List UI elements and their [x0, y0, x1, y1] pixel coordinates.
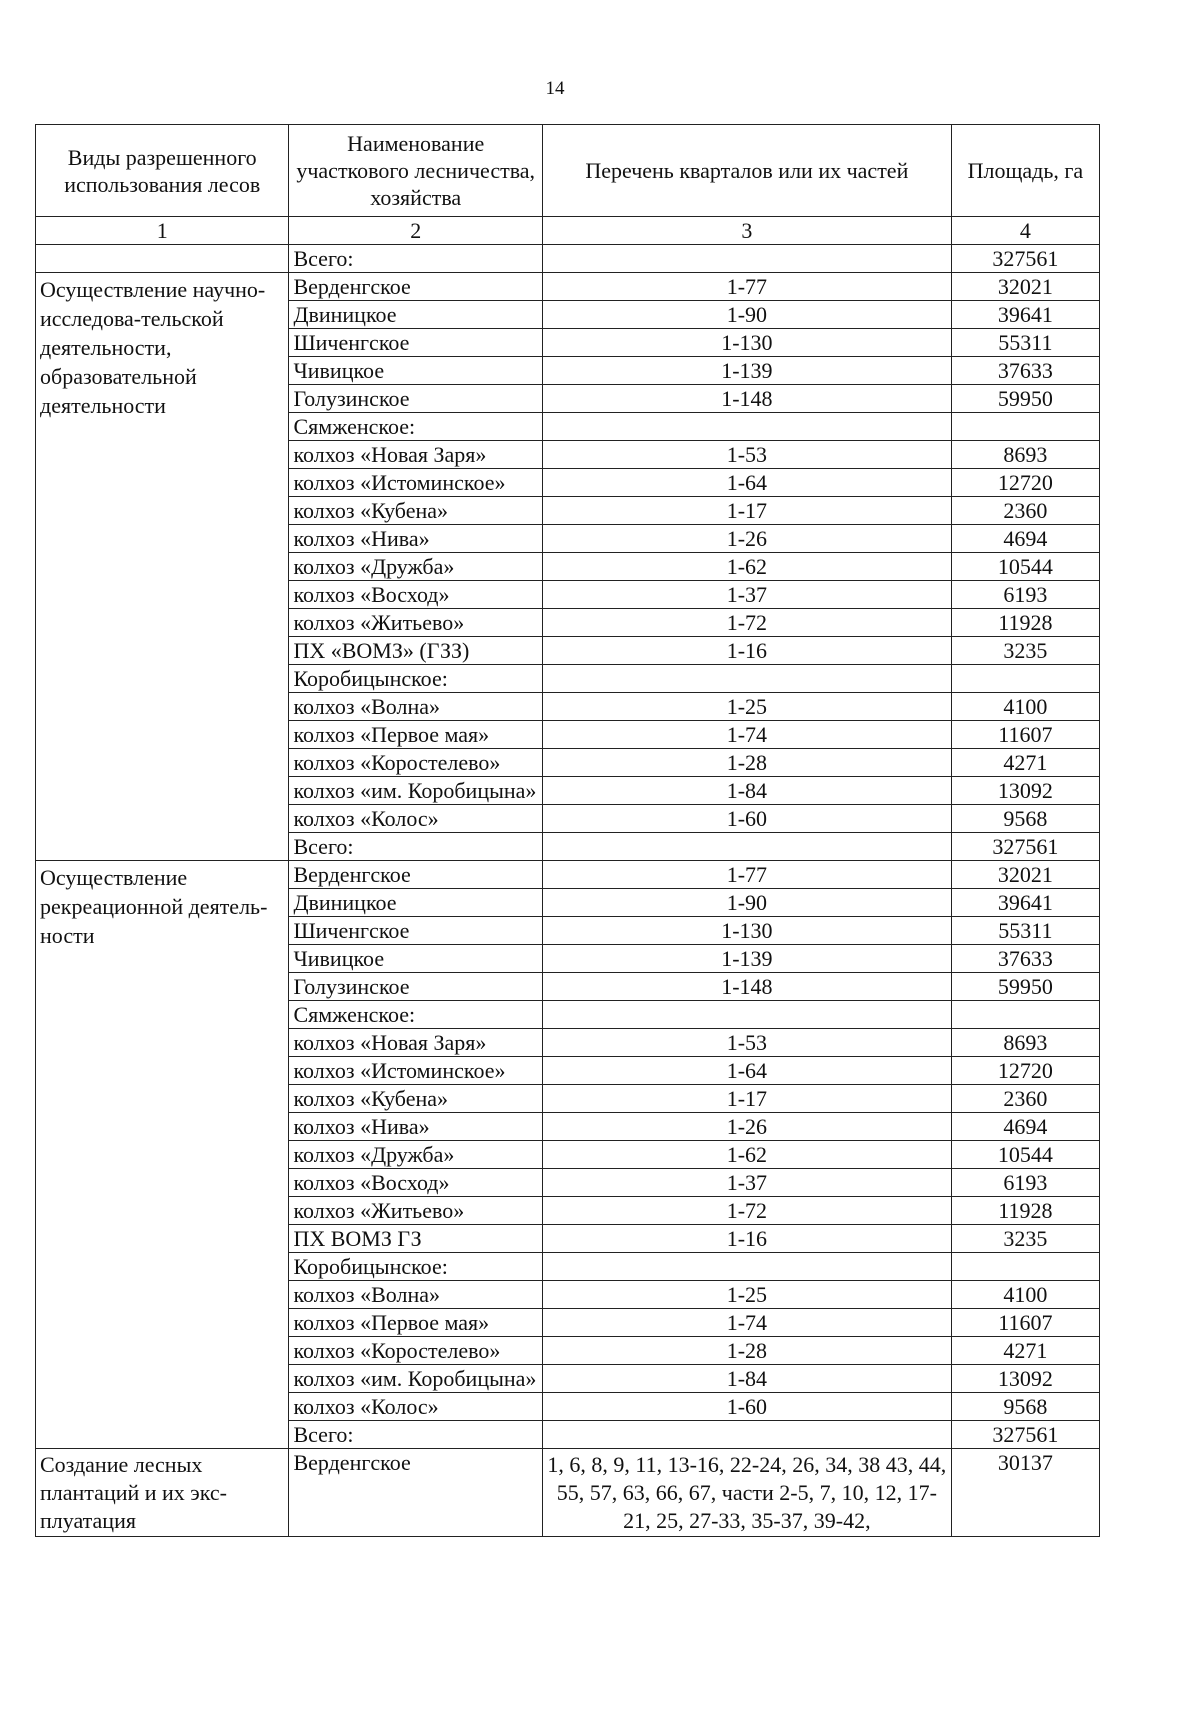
use-kind-cell: Создание лесных плантаций и их экс-плуатация: [36, 1449, 289, 1537]
header-forestry-name: Наименование участкового лесничества, хозяйства: [289, 125, 542, 217]
header-quarters: Перечень кварталов или их частей: [542, 125, 951, 217]
header-row: [36, 125, 1100, 217]
area-cell: 37633: [951, 945, 1099, 973]
quarters-cell: [542, 833, 951, 861]
forestry-name-cell: Верденгское: [289, 861, 542, 889]
area-cell: 327561: [951, 245, 1099, 273]
forestry-name-cell: ПХ «ВОМЗ» (ГЗЗ): [289, 637, 542, 665]
quarters-cell: 1-16: [542, 1225, 951, 1253]
area-cell: 32021: [951, 273, 1099, 301]
column-number: 4: [951, 217, 1099, 245]
quarters-cell: 1-62: [542, 1141, 951, 1169]
forestry-name-cell: колхоз «Кубена»: [289, 1085, 542, 1113]
area-cell: 9568: [951, 805, 1099, 833]
quarters-cell: 1-60: [542, 805, 951, 833]
area-cell: 59950: [951, 385, 1099, 413]
area-cell: 2360: [951, 497, 1099, 525]
quarters-cell: 1-25: [542, 1281, 951, 1309]
header-area: Площадь, га: [951, 125, 1099, 217]
forestry-name-cell: Голузинское: [289, 385, 542, 413]
forestry-name-cell: колхоз «Житьево»: [289, 1197, 542, 1225]
quarters-cell: 1-28: [542, 749, 951, 777]
area-cell: [951, 1253, 1099, 1281]
quarters-cell: [542, 1421, 951, 1449]
forestry-name-cell: Верденгское: [289, 273, 542, 301]
forestry-name-cell: колхоз «Дружба»: [289, 553, 542, 581]
area-cell: 11607: [951, 1309, 1099, 1337]
use-kind-cell: [36, 245, 289, 273]
forestry-name-cell: Голузинское: [289, 973, 542, 1001]
quarters-cell: 1-148: [542, 973, 951, 1001]
forestry-name-cell: колхоз «Нива»: [289, 1113, 542, 1141]
table-row: [36, 273, 1100, 301]
quarters-cell: 1-77: [542, 273, 951, 301]
quarters-cell: 1-62: [542, 553, 951, 581]
forestry-name-cell: колхоз «Волна»: [289, 693, 542, 721]
area-cell: 4100: [951, 1281, 1099, 1309]
header-use-kind: Виды разрешенного использования лесов: [36, 125, 289, 217]
forestry-name-cell: Двиницкое: [289, 889, 542, 917]
area-cell: 4694: [951, 1113, 1099, 1141]
quarters-cell: [542, 665, 951, 693]
area-cell: 55311: [951, 329, 1099, 357]
forestry-name-cell: колхоз «Первое мая»: [289, 1309, 542, 1337]
quarters-cell: [542, 1001, 951, 1029]
area-cell: 8693: [951, 441, 1099, 469]
area-cell: 55311: [951, 917, 1099, 945]
area-cell: 10544: [951, 553, 1099, 581]
quarters-cell: 1-28: [542, 1337, 951, 1365]
area-cell: 6193: [951, 581, 1099, 609]
forestry-name-cell: колхоз «Коростелево»: [289, 749, 542, 777]
forestry-name-cell: колхоз «Житьево»: [289, 609, 542, 637]
area-cell: 12720: [951, 1057, 1099, 1085]
column-number: 3: [542, 217, 951, 245]
quarters-cell: 1-84: [542, 777, 951, 805]
use-kind-cell: Осуществление научно-исследова-тельской деятельности, образовательной деятельности: [36, 273, 289, 861]
area-cell: 12720: [951, 469, 1099, 497]
quarters-cell: 1-37: [542, 581, 951, 609]
forestry-name-cell: колхоз «Волна»: [289, 1281, 542, 1309]
area-cell: 11607: [951, 721, 1099, 749]
forestry-name-cell: колхоз «Первое мая»: [289, 721, 542, 749]
quarters-cell: 1-72: [542, 609, 951, 637]
forestry-name-cell: Всего:: [289, 245, 542, 273]
area-cell: [951, 413, 1099, 441]
quarters-cell: 1-74: [542, 721, 951, 749]
area-cell: 30137: [951, 1449, 1099, 1537]
forestry-name-cell: ПХ ВОМЗ ГЗ: [289, 1225, 542, 1253]
quarters-cell: 1-16: [542, 637, 951, 665]
quarters-cell: 1-77: [542, 861, 951, 889]
quarters-cell: 1-26: [542, 1113, 951, 1141]
quarters-cell: 1-148: [542, 385, 951, 413]
area-cell: 327561: [951, 833, 1099, 861]
forestry-name-cell: колхоз «Колос»: [289, 805, 542, 833]
quarters-cell: 1-74: [542, 1309, 951, 1337]
area-cell: 13092: [951, 1365, 1099, 1393]
table-row: [36, 861, 1100, 889]
forestry-name-cell: Чивицкое: [289, 357, 542, 385]
area-cell: 11928: [951, 609, 1099, 637]
forestry-name-cell: Всего:: [289, 833, 542, 861]
use-kind-cell: Осуществление рекреационной деятель-ности: [36, 861, 289, 1449]
forestry-name-cell: колхоз «Восход»: [289, 1169, 542, 1197]
quarters-cell: 1-53: [542, 441, 951, 469]
forestry-name-cell: колхоз «им. Коробицына»: [289, 777, 542, 805]
forestry-name-cell: Всего:: [289, 1421, 542, 1449]
area-cell: 37633: [951, 357, 1099, 385]
forestry-name-cell: колхоз «Восход»: [289, 581, 542, 609]
quarters-cell: 1-60: [542, 1393, 951, 1421]
area-cell: 4271: [951, 1337, 1099, 1365]
forestry-name-cell: колхоз «Коростелево»: [289, 1337, 542, 1365]
forestry-name-cell: колхоз «им. Коробицына»: [289, 1365, 542, 1393]
column-number-row: [36, 217, 1100, 245]
quarters-cell: 1-130: [542, 329, 951, 357]
area-cell: 3235: [951, 637, 1099, 665]
quarters-cell: [542, 1253, 951, 1281]
quarters-cell: 1-53: [542, 1029, 951, 1057]
quarters-cell: [542, 413, 951, 441]
quarters-cell: 1-17: [542, 1085, 951, 1113]
area-cell: 2360: [951, 1085, 1099, 1113]
forestry-name-cell: Сямженское:: [289, 1001, 542, 1029]
quarters-cell: 1-90: [542, 301, 951, 329]
quarters-cell: 1-90: [542, 889, 951, 917]
area-cell: 11928: [951, 1197, 1099, 1225]
quarters-cell: 1-37: [542, 1169, 951, 1197]
forestry-name-cell: колхоз «Новая Заря»: [289, 1029, 542, 1057]
area-cell: 327561: [951, 1421, 1099, 1449]
quarters-cell: 1-130: [542, 917, 951, 945]
forest-use-table: [35, 124, 1100, 1537]
area-cell: [951, 665, 1099, 693]
forestry-name-cell: колхоз «Кубена»: [289, 497, 542, 525]
forestry-name-cell: колхоз «Истоминское»: [289, 469, 542, 497]
forestry-name-cell: Коробицынское:: [289, 665, 542, 693]
area-cell: 8693: [951, 1029, 1099, 1057]
area-cell: 4694: [951, 525, 1099, 553]
forestry-name-cell: Сямженское:: [289, 413, 542, 441]
quarters-cell: 1-17: [542, 497, 951, 525]
area-cell: 4100: [951, 693, 1099, 721]
column-number: 1: [36, 217, 289, 245]
area-cell: 13092: [951, 777, 1099, 805]
quarters-cell: [542, 245, 951, 273]
quarters-cell: 1-72: [542, 1197, 951, 1225]
forestry-name-cell: Шиченгское: [289, 329, 542, 357]
forestry-name-cell: Чивицкое: [289, 945, 542, 973]
quarters-cell: 1-139: [542, 945, 951, 973]
forestry-name-cell: Шиченгское: [289, 917, 542, 945]
area-cell: 39641: [951, 889, 1099, 917]
area-cell: 39641: [951, 301, 1099, 329]
area-cell: [951, 1001, 1099, 1029]
area-cell: 4271: [951, 749, 1099, 777]
quarters-cell: 1-26: [542, 525, 951, 553]
forestry-name-cell: Двиницкое: [289, 301, 542, 329]
quarters-cell: 1-139: [542, 357, 951, 385]
forestry-name-cell: колхоз «Новая Заря»: [289, 441, 542, 469]
quarters-cell: 1-25: [542, 693, 951, 721]
forestry-name-cell: колхоз «Колос»: [289, 1393, 542, 1421]
page-number: 14: [545, 78, 565, 99]
area-cell: 3235: [951, 1225, 1099, 1253]
table-body: [36, 245, 1100, 1537]
quarters-cell: 1-64: [542, 469, 951, 497]
area-cell: 10544: [951, 1141, 1099, 1169]
column-number: 2: [289, 217, 542, 245]
area-cell: 32021: [951, 861, 1099, 889]
forestry-name-cell: Коробицынское:: [289, 1253, 542, 1281]
area-cell: 6193: [951, 1169, 1099, 1197]
quarters-cell: 1-84: [542, 1365, 951, 1393]
forestry-name-cell: Верденгское: [289, 1449, 542, 1537]
area-cell: 59950: [951, 973, 1099, 1001]
forestry-name-cell: колхоз «Нива»: [289, 525, 542, 553]
quarters-cell: 1-64: [542, 1057, 951, 1085]
area-cell: 9568: [951, 1393, 1099, 1421]
forestry-name-cell: колхоз «Дружба»: [289, 1141, 542, 1169]
table-row: [36, 245, 1100, 273]
quarters-cell: 1, 6, 8, 9, 11, 13-16, 22-24, 26, 34, 38 43, 44, 55, 57, 63, 66, 67, части 2-5, 7, 10, 12, 17-21, 25, 27-33, 35-37, 39-42,: [542, 1449, 951, 1537]
forestry-name-cell: колхоз «Истоминское»: [289, 1057, 542, 1085]
table-row: [36, 1449, 1100, 1537]
